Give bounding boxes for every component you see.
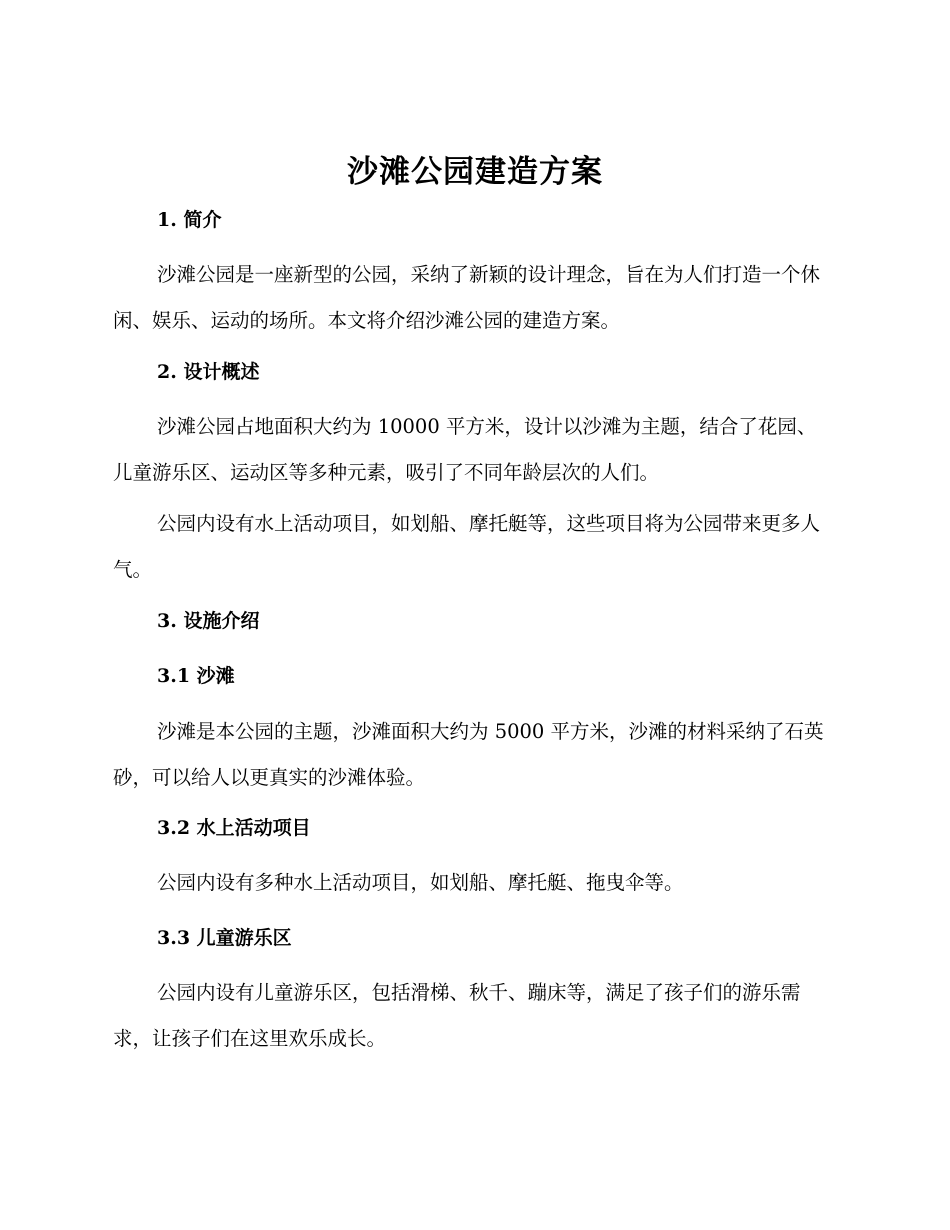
paragraph-intro: 沙滩公园是一座新型的公园，采纳了新颖的设计理念，旨在为人们打造一个休闲、娱乐、运动的场所。本文将介绍沙滩公园的建造方案。 xyxy=(113,263,821,332)
section-heading-beach: 3.1 沙滩 xyxy=(157,665,235,687)
paragraph-design-overview-2: 公园内设有水上活动项目，如划船、摩托艇等，这些项目将为公园带来更多人气。 xyxy=(113,512,821,581)
paragraph-water-activities: 公园内设有多种水上活动项目，如划船、摩托艇、拖曳伞等。 xyxy=(157,871,684,894)
paragraph-beach: 沙滩是本公园的主题，沙滩面积大约为 5000 平方米，沙滩的材料采纳了石英砂，可以给人以更真实的沙滩体验。 xyxy=(113,720,824,789)
section-heading-water-activities: 3.2 水上活动项目 xyxy=(157,817,311,839)
paragraph-design-overview-1: 沙滩公园占地面积大约为 10000 平方米，设计以沙滩为主题，结合了花园、儿童游乐区、运动区等多种元素，吸引了不同年龄层次的人们。 xyxy=(113,415,817,484)
section-heading-design-overview: 2. 设计概述 xyxy=(157,361,260,383)
paragraph-kids-area: 公园内设有儿童游乐区，包括滑梯、秋千、蹦床等，满足了孩子们的游乐需求，让孩子们在这里欢乐成长。 xyxy=(113,981,801,1050)
section-heading-facilities: 3. 设施介绍 xyxy=(157,610,260,632)
document-title: 沙滩公园建造方案 xyxy=(347,154,603,190)
section-heading-intro: 1. 简介 xyxy=(157,209,222,231)
section-heading-kids-area: 3.3 儿童游乐区 xyxy=(157,927,292,949)
